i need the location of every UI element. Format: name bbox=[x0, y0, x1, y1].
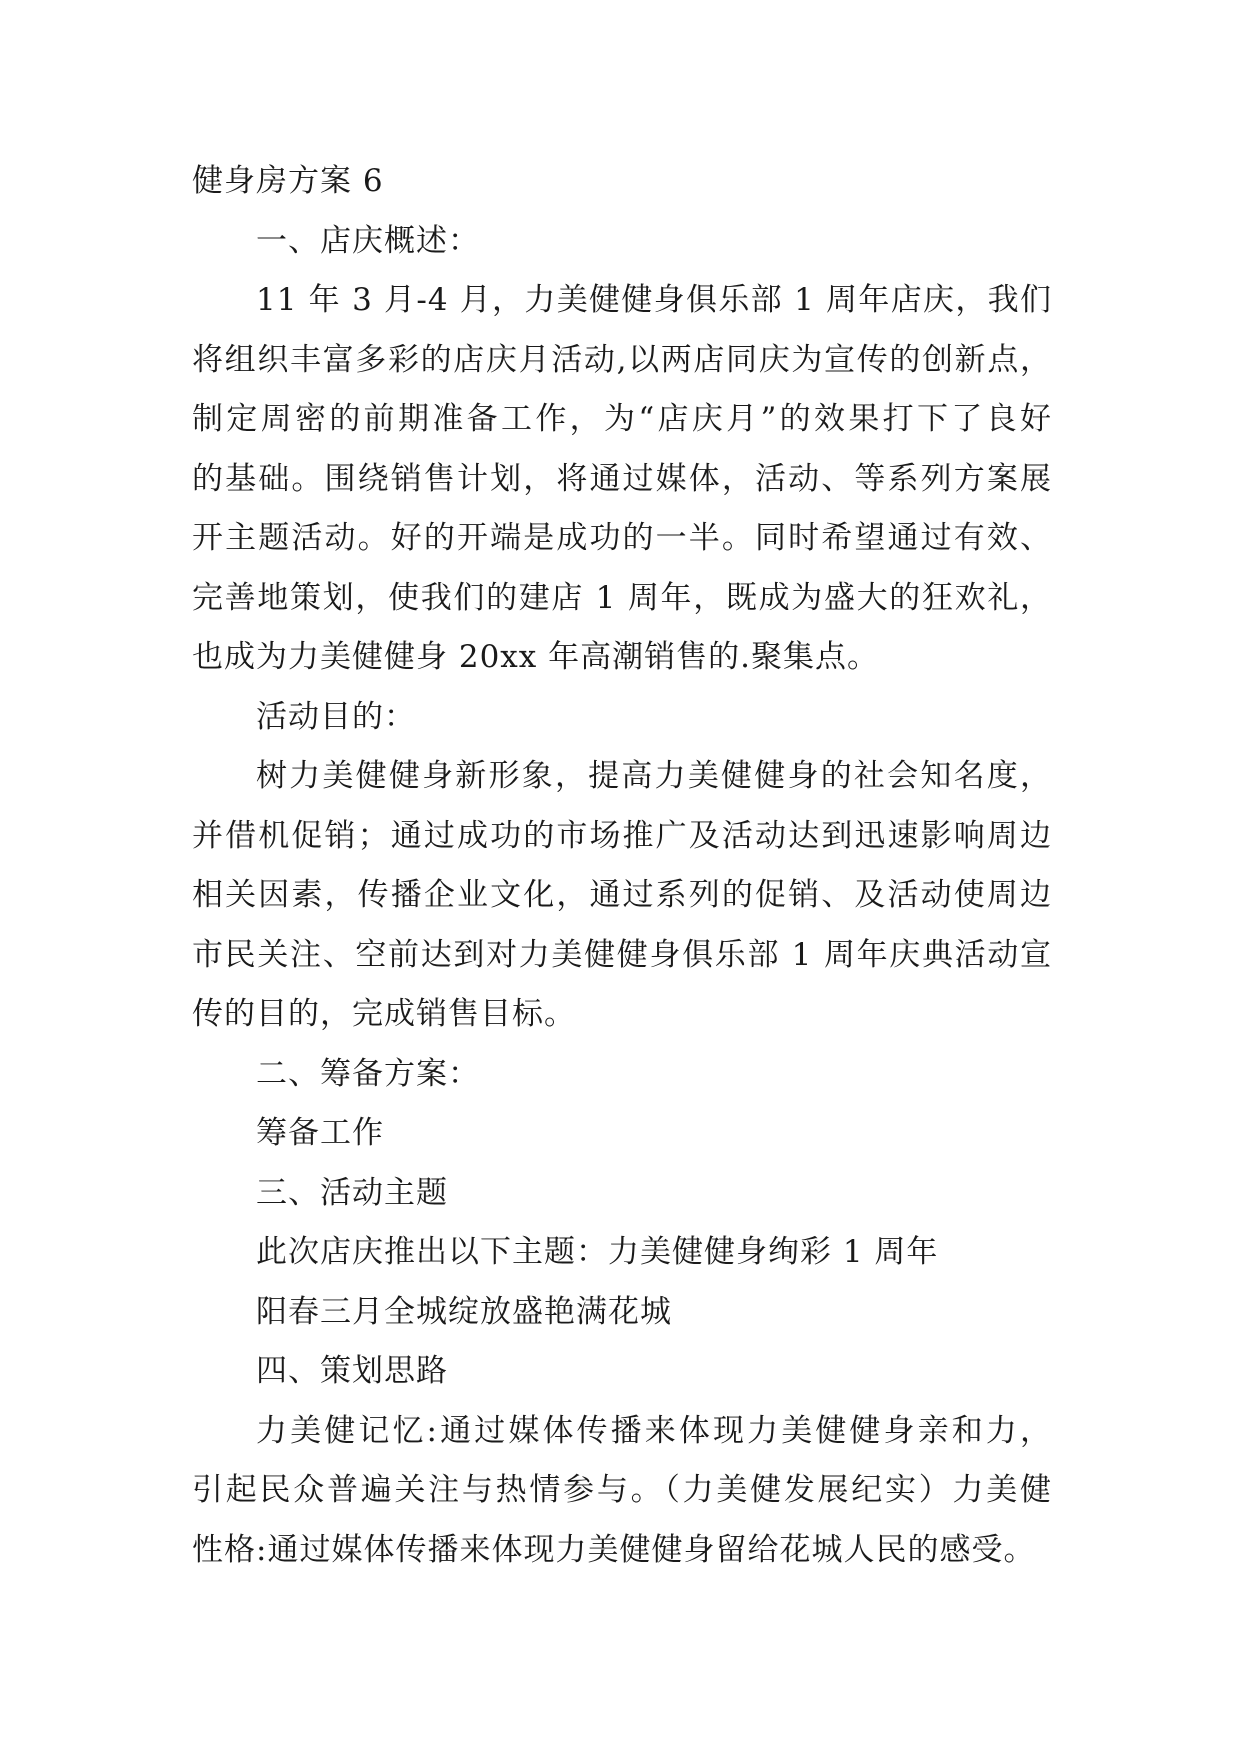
paragraph-line: 完善地策划，使我们的建店 1 周年，既成为盛大的狂欢礼， bbox=[192, 579, 1052, 616]
paragraph-line: 传的目的，完成销售目标。 bbox=[192, 996, 576, 1032]
paragraph-line: 阳春三月全城绽放盛艳满花城 bbox=[256, 1293, 672, 1330]
paragraph-line: 树力美健健身新形象，提高力美健健身的社会知名度， bbox=[256, 758, 1052, 794]
paragraph-line: 筹备工作 bbox=[256, 1115, 384, 1151]
paragraph-line: 此次店庆推出以下主题：力美健健身绚彩 1 周年 bbox=[256, 1234, 939, 1270]
paragraph-line: 也成为力美健健身 20xx 年高潮销售的.聚集点。 bbox=[192, 639, 879, 675]
paragraph-line: 的基础。围绕销售计划，将通过媒体，活动、等系列方案展 bbox=[192, 460, 1052, 497]
paragraph-line: 力美健记忆:通过媒体传播来体现力美健健身亲和力， bbox=[256, 1412, 1052, 1449]
section-heading-theme: 三、活动主题 bbox=[256, 1174, 448, 1211]
paragraph-line: 相关因素，传播企业文化，通过系列的促销、及活动使周边 bbox=[192, 877, 1052, 913]
section-heading-planning: 四、策划思路 bbox=[256, 1353, 448, 1389]
paragraph-line: 制定周密的前期准备工作，为“店庆月”的效果打下了良好 bbox=[192, 401, 1052, 437]
paragraph-line: 并借机促销；通过成功的市场推广及活动达到迅速影响周边 bbox=[192, 817, 1052, 854]
subheading-purpose: 活动目的： bbox=[256, 698, 416, 735]
paragraph-line: 市民关注、空前达到对力美健健身俱乐部 1 周年庆典活动宣 bbox=[192, 936, 1052, 973]
paragraph-line: 开主题活动。好的开端是成功的一半。同时希望通过有效、 bbox=[192, 520, 1052, 556]
section-heading-preparation: 二、筹备方案： bbox=[256, 1055, 480, 1092]
paragraph-line: 引起民众普遍关注与热情参与。（力美健发展纪实）力美健 bbox=[192, 1472, 1052, 1508]
paragraph-line: 性格:通过媒体传播来体现力美健健身留给花城人民的感受。 bbox=[192, 1531, 1036, 1568]
document-body bbox=[192, 152, 1052, 1580]
document-title: 健身房方案 6 bbox=[192, 163, 384, 199]
paragraph-line: 将组织丰富多彩的店庆月活动,以两店同庆为宣传的创新点， bbox=[192, 341, 1052, 378]
paragraph-line: 11 年 3 月-4 月，力美健健身俱乐部 1 周年店庆，我们 bbox=[256, 282, 1052, 318]
section-heading-overview: 一、店庆概述： bbox=[256, 222, 480, 259]
